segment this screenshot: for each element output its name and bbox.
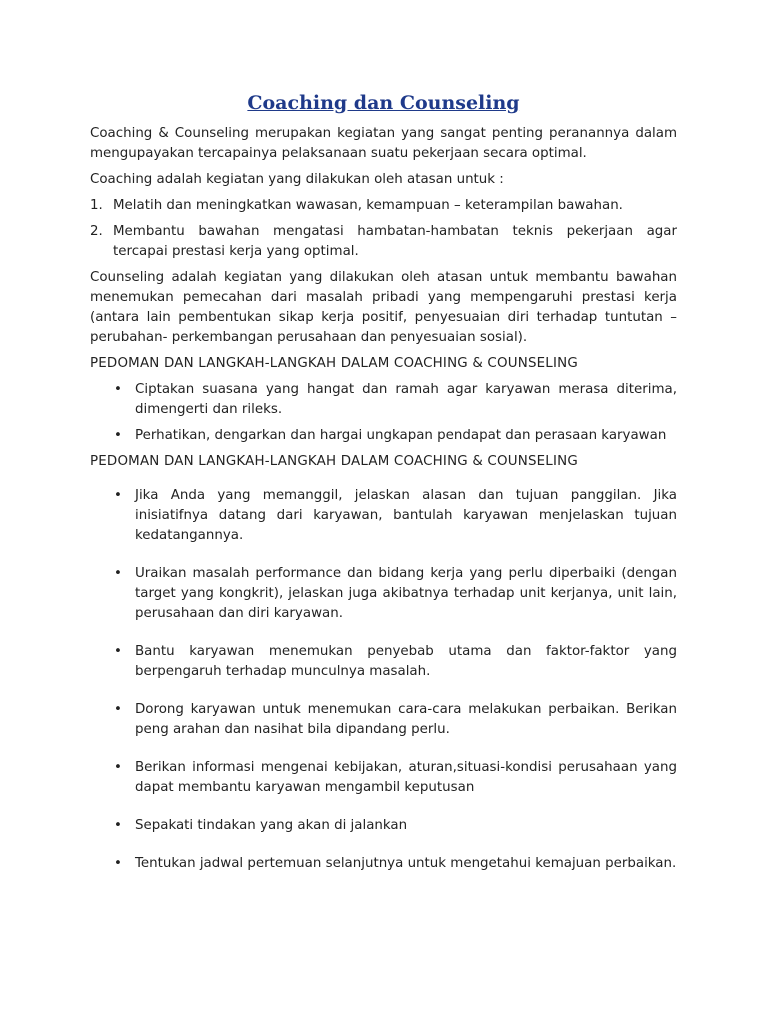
list-item [90,816,677,836]
list-item-text: Jika Anda yang memanggil, jelaskan alasan dan tujuan panggilan. Jika inisiatifnya datang dari karyawan, bantulah karyawan menjelaskan tujuan kedatangannya. [135,488,677,543]
list-number: 1. [90,198,103,213]
page-title: Coaching dan Counseling [247,92,520,114]
list-item [90,564,677,624]
counseling-definition: Counseling adalah kegiatan yang dilakukan oleh atasan untuk membantu bawahan menemukan pemecahan dari masalah pribadi yang mempengaruhi prestasi kerja (antara lain pembentukan sikap kerja positif, penyesuaian diri terhadap tuntutan – perubahan- perkembangan perusahaan dan penyesuaian sosial). [90,270,677,345]
list-item-text: Perhatikan, dengarkan dan hargai ungkapan pendapat dan perasaan karyawan [135,428,667,443]
intro-paragraph: Coaching & Counseling merupakan kegiatan yang sangat penting peranannya dalam mengupayakan tercapainya pelaksanaan suatu pekerjaan secara optimal. [90,126,677,161]
list-item [90,486,677,546]
list-item [90,426,677,446]
bullet-icon: • [114,488,122,503]
document-page [90,90,677,892]
bullet-icon: • [114,702,122,717]
list-item-text: Membantu bawahan mengatasi hambatan-hambatan teknis pekerjaan agar tercapai prestasi kerja yang optimal. [113,224,677,259]
list-item [90,642,677,682]
list-item [90,758,677,798]
bullet-icon: • [114,818,122,833]
list-item-text: Dorong karyawan untuk menemukan cara-cara melakukan perbaikan. Berikan peng arahan dan nasihat bila dipandang perlu. [135,702,677,737]
list-item [90,700,677,740]
list-item-text: Bantu karyawan menemukan penyebab utama dan faktor-faktor yang berpengaruh terhadap munculnya masalah. [135,644,677,679]
list-item-text: Berikan informasi mengenai kebijakan, aturan,situasi-kondisi perusahaan yang dapat membantu karyawan mengambil keputusan [135,760,677,795]
bullet-icon: • [114,428,122,443]
list-item-text: Melatih dan meningkatkan wawasan, kemampuan – keterampilan bawahan. [113,198,623,213]
section-heading: PEDOMAN DAN LANGKAH-LANGKAH DALAM COACHING & COUNSELING [90,356,578,371]
list-item-text: Ciptakan suasana yang hangat dan ramah agar karyawan merasa diterima, dimengerti dan rileks. [135,382,677,417]
list-item-text: Sepakati tindakan yang akan di jalankan [135,818,408,833]
section-heading: PEDOMAN DAN LANGKAH-LANGKAH DALAM COACHING & COUNSELING [90,454,578,469]
coaching-definition: Coaching adalah kegiatan yang dilakukan oleh atasan untuk : [90,172,504,187]
bullet-icon: • [114,856,122,871]
coaching-list [90,196,677,262]
list-number: 2. [90,224,103,239]
bullet-icon: • [114,760,122,775]
list-item [90,854,677,874]
bullet-icon: • [114,644,122,659]
list-item [90,196,677,216]
steps-list [90,486,677,874]
guideline-list [90,380,677,446]
bullet-icon: • [114,566,122,581]
list-item-text: Uraikan masalah performance dan bidang kerja yang perlu diperbaiki (dengan target yang kongkrit), jelaskan juga akibatnya terhadap unit kerjanya, unit lain, perusahaan dan diri karyawan. [135,566,677,621]
list-item [90,222,677,262]
list-item [90,380,677,420]
bullet-icon: • [114,382,122,397]
list-item-text: Tentukan jadwal pertemuan selanjutnya untuk mengetahui kemajuan perbaikan. [135,856,677,871]
